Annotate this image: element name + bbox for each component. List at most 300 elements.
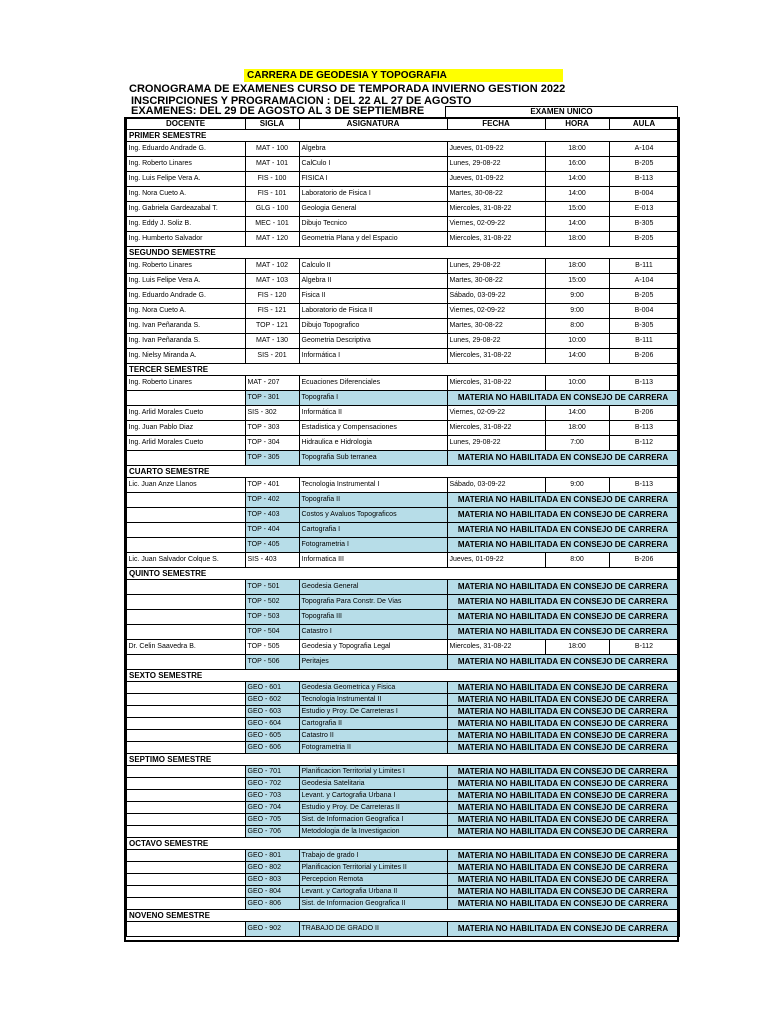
- semester-label: CUARTO SEMESTRE: [126, 466, 679, 478]
- table-row: [126, 766, 679, 778]
- table-row: [126, 217, 679, 232]
- table-row: [126, 610, 679, 625]
- sigla-cell: SIS - 302: [245, 406, 299, 421]
- sigla-cell: MAT - 102: [245, 259, 299, 274]
- not-enabled-notice: MATERIA NO HABILITADA EN CONSEJO DE CARRERA: [447, 730, 679, 742]
- table-row: [126, 580, 679, 595]
- sigla-cell: GEO - 701: [245, 766, 299, 778]
- table-row: [126, 391, 679, 406]
- asignatura-cell: Peritajes: [299, 655, 447, 670]
- table-row: [126, 850, 679, 862]
- asignatura-cell: Fisica II: [299, 289, 447, 304]
- aula-cell: B-111: [609, 259, 679, 274]
- asignatura-cell: Fotogrametria II: [299, 742, 447, 754]
- sigla-cell: SIS - 201: [245, 349, 299, 364]
- sigla-cell: GEO - 702: [245, 778, 299, 790]
- docente-cell: [126, 655, 245, 670]
- asignatura-cell: Trabajo de grado I: [299, 850, 447, 862]
- docente-cell: Ing. Roberto Linares: [126, 259, 245, 274]
- docente-cell: [126, 706, 245, 718]
- table-row: [126, 886, 679, 898]
- asignatura-cell: Metodologia de la Investigacion: [299, 826, 447, 838]
- not-enabled-notice: MATERIA NO HABILITADA EN CONSEJO DE CARRERA: [447, 826, 679, 838]
- semester-header: [126, 910, 679, 922]
- sigla-cell: TOP - 405: [245, 538, 299, 553]
- aula-cell: B-113: [609, 172, 679, 187]
- sigla-cell: TOP - 121: [245, 319, 299, 334]
- aula-cell: B-205: [609, 289, 679, 304]
- asignatura-cell: Dibujo Tecnico: [299, 217, 447, 232]
- sigla-cell: GEO - 705: [245, 814, 299, 826]
- asignatura-cell: Estudio y Proy. De Carreteras II: [299, 802, 447, 814]
- not-enabled-notice: MATERIA NO HABILITADA EN CONSEJO DE CARRERA: [447, 538, 679, 553]
- sigla-cell: FIS - 101: [245, 187, 299, 202]
- docente-cell: [126, 742, 245, 754]
- exam-unico-header: EXAMEN UNICO: [445, 106, 678, 117]
- asignatura-cell: Cartografia I: [299, 523, 447, 538]
- sigla-cell: TOP - 505: [245, 640, 299, 655]
- fecha-cell: Lunes, 29-08-22: [447, 436, 545, 451]
- table-row: [126, 259, 679, 274]
- fecha-cell: Sábado, 03-09-22: [447, 289, 545, 304]
- table-row: [126, 202, 679, 217]
- docente-cell: [126, 694, 245, 706]
- semester-label: SEGUNDO SEMESTRE: [126, 247, 679, 259]
- docente-cell: Ing. Arlid Morales Cueto: [126, 406, 245, 421]
- docente-cell: [126, 814, 245, 826]
- table-row: [126, 478, 679, 493]
- fecha-cell: Miercoles, 31-08-22: [447, 376, 545, 391]
- sigla-cell: GEO - 602: [245, 694, 299, 706]
- asignatura-cell: Algebra II: [299, 274, 447, 289]
- not-enabled-notice: MATERIA NO HABILITADA EN CONSEJO DE CARRERA: [447, 742, 679, 754]
- semester-label: NOVENO SEMESTRE: [126, 910, 679, 922]
- docente-cell: [126, 922, 245, 937]
- aula-cell: B-112: [609, 436, 679, 451]
- sigla-cell: MAT - 103: [245, 274, 299, 289]
- not-enabled-notice: MATERIA NO HABILITADA EN CONSEJO DE CARRERA: [447, 451, 679, 466]
- aula-cell: B-305: [609, 217, 679, 232]
- table-row: [126, 874, 679, 886]
- semester-label: SEXTO SEMESTRE: [126, 670, 679, 682]
- asignatura-cell: Fotogrametria I: [299, 538, 447, 553]
- table-row: [126, 922, 679, 937]
- table-row: [126, 898, 679, 910]
- not-enabled-notice: MATERIA NO HABILITADA EN CONSEJO DE CARRERA: [447, 523, 679, 538]
- table-row: [126, 319, 679, 334]
- hora-cell: 14:00: [545, 349, 609, 364]
- asignatura-cell: Catastro I: [299, 625, 447, 640]
- table-row: [126, 640, 679, 655]
- docente-cell: [126, 625, 245, 640]
- sigla-cell: GEO - 802: [245, 862, 299, 874]
- asignatura-cell: Laboratorio de Fisica II: [299, 304, 447, 319]
- table-row: [126, 802, 679, 814]
- hora-cell: 10:00: [545, 376, 609, 391]
- aula-cell: B-113: [609, 478, 679, 493]
- not-enabled-notice: MATERIA NO HABILITADA EN CONSEJO DE CARRERA: [447, 862, 679, 874]
- hora-cell: 18:00: [545, 259, 609, 274]
- asignatura-cell: Percepcion Remota: [299, 874, 447, 886]
- docente-cell: [126, 508, 245, 523]
- hora-cell: 18:00: [545, 232, 609, 247]
- sigla-cell: GEO - 601: [245, 682, 299, 694]
- hora-cell: 18:00: [545, 142, 609, 157]
- asignatura-cell: Topografia Sub terranea: [299, 451, 447, 466]
- sigla-cell: MAT - 120: [245, 232, 299, 247]
- asignatura-cell: Costos y Avaluos Topograficos: [299, 508, 447, 523]
- fecha-cell: Miercoles, 31-08-22: [447, 640, 545, 655]
- sigla-cell: TOP - 503: [245, 610, 299, 625]
- sigla-cell: TOP - 404: [245, 523, 299, 538]
- semester-label: OCTAVO SEMESTRE: [126, 838, 679, 850]
- fecha-cell: Miercoles, 31-08-22: [447, 232, 545, 247]
- asignatura-cell: Cartografia II: [299, 718, 447, 730]
- fecha-cell: Lunes, 29-08-22: [447, 334, 545, 349]
- not-enabled-notice: MATERIA NO HABILITADA EN CONSEJO DE CARRERA: [447, 625, 679, 640]
- sigla-cell: GLG - 100: [245, 202, 299, 217]
- schedule-title: CRONOGRAMA DE EXAMENES CURSO DE TEMPORADA INVIERNO GESTION 2022: [129, 83, 566, 95]
- table-row: [126, 778, 679, 790]
- table-row: [126, 862, 679, 874]
- sigla-cell: TOP - 402: [245, 493, 299, 508]
- not-enabled-notice: MATERIA NO HABILITADA EN CONSEJO DE CARRERA: [447, 790, 679, 802]
- asignatura-cell: Estadistica y Compensaciones: [299, 421, 447, 436]
- docente-cell: [126, 595, 245, 610]
- asignatura-cell: Geodesia Satelitaria: [299, 778, 447, 790]
- docente-cell: Ing. Roberto Linares: [126, 157, 245, 172]
- asignatura-cell: Planificacion Territorial y Limites I: [299, 766, 447, 778]
- docente-cell: [126, 610, 245, 625]
- table-row: [126, 694, 679, 706]
- hora-cell: 14:00: [545, 172, 609, 187]
- asignatura-cell: Geodesia General: [299, 580, 447, 595]
- asignatura-cell: Catastro II: [299, 730, 447, 742]
- sigla-cell: TOP - 506: [245, 655, 299, 670]
- semester-label: SEPTIMO SEMESTRE: [126, 754, 679, 766]
- hora-cell: 14:00: [545, 187, 609, 202]
- fecha-cell: Viernes, 02-09-22: [447, 406, 545, 421]
- not-enabled-notice: MATERIA NO HABILITADA EN CONSEJO DE CARRERA: [447, 766, 679, 778]
- semester-label: TERCER SEMESTRE: [126, 364, 679, 376]
- sigla-cell: MEC - 101: [245, 217, 299, 232]
- table-row: [126, 814, 679, 826]
- asignatura-cell: Calculo II: [299, 259, 447, 274]
- fecha-cell: Miercoles, 31-08-22: [447, 202, 545, 217]
- aula-cell: B-205: [609, 157, 679, 172]
- docente-cell: [126, 580, 245, 595]
- not-enabled-notice: MATERIA NO HABILITADA EN CONSEJO DE CARRERA: [447, 508, 679, 523]
- table-row: [126, 172, 679, 187]
- hora-cell: 14:00: [545, 217, 609, 232]
- table-row: [126, 538, 679, 553]
- docente-cell: Ing. Arlid Morales Cueto: [126, 436, 245, 451]
- hora-cell: 16:00: [545, 157, 609, 172]
- col-aula: AULA: [609, 118, 679, 130]
- sigla-cell: GEO - 603: [245, 706, 299, 718]
- asignatura-cell: Informatica III: [299, 553, 447, 568]
- sigla-cell: TOP - 401: [245, 478, 299, 493]
- sigla-cell: GEO - 604: [245, 718, 299, 730]
- table-row: [126, 142, 679, 157]
- table-row: [126, 682, 679, 694]
- sigla-cell: GEO - 803: [245, 874, 299, 886]
- semester-header: [126, 130, 679, 142]
- not-enabled-notice: MATERIA NO HABILITADA EN CONSEJO DE CARRERA: [447, 682, 679, 694]
- sigla-cell: TOP - 301: [245, 391, 299, 406]
- docente-cell: Ing. Nora Cueto A.: [126, 187, 245, 202]
- docente-cell: [126, 850, 245, 862]
- sigla-cell: SIS - 403: [245, 553, 299, 568]
- docente-cell: [126, 874, 245, 886]
- docente-cell: [126, 391, 245, 406]
- aula-cell: B-205: [609, 232, 679, 247]
- sigla-cell: GEO - 706: [245, 826, 299, 838]
- not-enabled-notice: MATERIA NO HABILITADA EN CONSEJO DE CARRERA: [447, 391, 679, 406]
- hora-cell: 18:00: [545, 640, 609, 655]
- docente-cell: Ing. Luis Felipe Vera A.: [126, 274, 245, 289]
- sigla-cell: GEO - 804: [245, 886, 299, 898]
- col-hora: HORA: [545, 118, 609, 130]
- table-row: [126, 421, 679, 436]
- semester-header: [126, 838, 679, 850]
- col-asignatura: ASIGNATURA: [299, 118, 447, 130]
- asignatura-cell: Informática I: [299, 349, 447, 364]
- table-row: [126, 655, 679, 670]
- table-row: [126, 451, 679, 466]
- aula-cell: A-104: [609, 142, 679, 157]
- fecha-cell: Jueves, 01-09-22: [447, 142, 545, 157]
- docente-cell: [126, 538, 245, 553]
- docente-cell: Ing. Eddy J. Soliz B.: [126, 217, 245, 232]
- asignatura-cell: Hidraulica e Hidrologia: [299, 436, 447, 451]
- table-row: [126, 826, 679, 838]
- docente-cell: [126, 886, 245, 898]
- table-row: [126, 718, 679, 730]
- aula-cell: B-206: [609, 553, 679, 568]
- semester-header: [126, 670, 679, 682]
- asignatura-cell: Topografia I: [299, 391, 447, 406]
- table-body: [126, 130, 679, 937]
- docente-cell: Ing. Humberto Salvador: [126, 232, 245, 247]
- hora-cell: 15:00: [545, 274, 609, 289]
- career-title: CARRERA DE GEODESIA Y TOPOGRAFIA: [244, 69, 563, 82]
- sigla-cell: GEO - 703: [245, 790, 299, 802]
- asignatura-cell: Dibujo Topografico: [299, 319, 447, 334]
- table-row: [126, 406, 679, 421]
- table-row: [126, 706, 679, 718]
- aula-cell: B-206: [609, 349, 679, 364]
- docente-cell: [126, 802, 245, 814]
- fecha-cell: Miercoles, 31-08-22: [447, 349, 545, 364]
- hora-cell: 9:00: [545, 289, 609, 304]
- sigla-cell: GEO - 806: [245, 898, 299, 910]
- not-enabled-notice: MATERIA NO HABILITADA EN CONSEJO DE CARRERA: [447, 850, 679, 862]
- semester-header: [126, 247, 679, 259]
- sigla-cell: MAT - 101: [245, 157, 299, 172]
- asignatura-cell: Estudio y Proy. De Carreteras I: [299, 706, 447, 718]
- sigla-cell: TOP - 501: [245, 580, 299, 595]
- fecha-cell: Jueves, 01-09-22: [447, 553, 545, 568]
- fecha-cell: Martes, 30-08-22: [447, 187, 545, 202]
- aula-cell: B-004: [609, 187, 679, 202]
- hora-cell: 10:00: [545, 334, 609, 349]
- docente-cell: [126, 778, 245, 790]
- asignatura-cell: Planificacion Territorial y Limites II: [299, 862, 447, 874]
- not-enabled-notice: MATERIA NO HABILITADA EN CONSEJO DE CARRERA: [447, 595, 679, 610]
- sigla-cell: TOP - 305: [245, 451, 299, 466]
- aula-cell: A-104: [609, 274, 679, 289]
- docente-cell: Ing. Nora Cueto A.: [126, 304, 245, 319]
- asignatura-cell: Laboratorio de Fisica I: [299, 187, 447, 202]
- semester-header: [126, 466, 679, 478]
- table-row: [126, 493, 679, 508]
- registration-period: INSCRIPCIONES Y PROGRAMACION : DEL 22 AL 27 DE AGOSTO: [131, 95, 472, 107]
- table-row: [126, 187, 679, 202]
- table-row: [126, 625, 679, 640]
- not-enabled-notice: MATERIA NO HABILITADA EN CONSEJO DE CARRERA: [447, 922, 679, 937]
- not-enabled-notice: MATERIA NO HABILITADA EN CONSEJO DE CARRERA: [447, 778, 679, 790]
- hora-cell: 9:00: [545, 478, 609, 493]
- aula-cell: B-206: [609, 406, 679, 421]
- asignatura-cell: Sist. de Informacion Geografica II: [299, 898, 447, 910]
- aula-cell: B-004: [609, 304, 679, 319]
- col-docente: DOCENTE: [126, 118, 245, 130]
- sigla-cell: GEO - 801: [245, 850, 299, 862]
- aula-cell: B-305: [609, 319, 679, 334]
- semester-label: PRIMER SEMESTRE: [126, 130, 679, 142]
- aula-cell: B-113: [609, 421, 679, 436]
- asignatura-cell: Topografia II: [299, 493, 447, 508]
- docente-cell: Ing. Ivan Peñaranda S.: [126, 334, 245, 349]
- fecha-cell: Sábado, 03-09-22: [447, 478, 545, 493]
- fecha-cell: Viernes, 02-09-22: [447, 217, 545, 232]
- table-row: [126, 508, 679, 523]
- table-row: [126, 730, 679, 742]
- hora-cell: 9:00: [545, 304, 609, 319]
- fecha-cell: Jueves, 01-09-22: [447, 172, 545, 187]
- fecha-cell: Miercoles, 31-08-22: [447, 421, 545, 436]
- asignatura-cell: Geodesia Geometrica y Fisica: [299, 682, 447, 694]
- table-row: [126, 349, 679, 364]
- table-row: [126, 553, 679, 568]
- table-row: [126, 742, 679, 754]
- fecha-cell: Martes, 30-08-22: [447, 274, 545, 289]
- fecha-cell: Viernes, 02-09-22: [447, 304, 545, 319]
- sigla-cell: MAT - 100: [245, 142, 299, 157]
- table-row: [126, 157, 679, 172]
- not-enabled-notice: MATERIA NO HABILITADA EN CONSEJO DE CARRERA: [447, 886, 679, 898]
- not-enabled-notice: MATERIA NO HABILITADA EN CONSEJO DE CARRERA: [447, 814, 679, 826]
- table-row: [126, 274, 679, 289]
- sigla-cell: MAT - 207: [245, 376, 299, 391]
- table-row: [126, 595, 679, 610]
- fecha-cell: Lunes, 29-08-22: [447, 259, 545, 274]
- docente-cell: [126, 682, 245, 694]
- asignatura-cell: Geologia General: [299, 202, 447, 217]
- sigla-cell: GEO - 704: [245, 802, 299, 814]
- table-row: [126, 232, 679, 247]
- asignatura-cell: Geometria Plana y del Espacio: [299, 232, 447, 247]
- docente-cell: [126, 493, 245, 508]
- asignatura-cell: Topografia III: [299, 610, 447, 625]
- sigla-cell: MAT - 130: [245, 334, 299, 349]
- not-enabled-notice: MATERIA NO HABILITADA EN CONSEJO DE CARRERA: [447, 874, 679, 886]
- semester-header: [126, 754, 679, 766]
- aula-cell: B-113: [609, 376, 679, 391]
- asignatura-cell: Levant. y Cartografia Urbana I: [299, 790, 447, 802]
- docente-cell: [126, 862, 245, 874]
- docente-cell: [126, 523, 245, 538]
- aula-cell: B-111: [609, 334, 679, 349]
- asignatura-cell: Levant. y Cartografia Urbana II: [299, 886, 447, 898]
- aula-cell: B-112: [609, 640, 679, 655]
- asignatura-cell: Informática II: [299, 406, 447, 421]
- semester-label: QUINTO SEMESTRE: [126, 568, 679, 580]
- hora-cell: 14:00: [545, 406, 609, 421]
- sigla-cell: TOP - 304: [245, 436, 299, 451]
- docente-cell: Ing. Ivan Peñaranda S.: [126, 319, 245, 334]
- docente-cell: Lic. Juan Salvador Colque S.: [126, 553, 245, 568]
- docente-cell: Ing. Gabriela Gardeazabal T.: [126, 202, 245, 217]
- hora-cell: 7:00: [545, 436, 609, 451]
- not-enabled-notice: MATERIA NO HABILITADA EN CONSEJO DE CARRERA: [447, 655, 679, 670]
- table-row: [126, 304, 679, 319]
- asignatura-cell: TRABAJO DE GRADO II: [299, 922, 447, 937]
- sigla-cell: TOP - 502: [245, 595, 299, 610]
- asignatura-cell: Geometria Descriptiva: [299, 334, 447, 349]
- docente-cell: Ing. Eduardo Andrade G.: [126, 289, 245, 304]
- not-enabled-notice: MATERIA NO HABILITADA EN CONSEJO DE CARRERA: [447, 898, 679, 910]
- asignatura-cell: CalCulo I: [299, 157, 447, 172]
- col-sigla: SIGLA: [245, 118, 299, 130]
- sigla-cell: TOP - 504: [245, 625, 299, 640]
- sigla-cell: GEO - 902: [245, 922, 299, 937]
- fecha-cell: Martes, 30-08-22: [447, 319, 545, 334]
- docente-cell: Ing. Juan Pablo Diaz: [126, 421, 245, 436]
- sigla-cell: FIS - 120: [245, 289, 299, 304]
- asignatura-cell: Sist. de Informacion Geografica I: [299, 814, 447, 826]
- asignatura-cell: Ecuaciones Diferenciales: [299, 376, 447, 391]
- sigla-cell: GEO - 605: [245, 730, 299, 742]
- table-header-row: [126, 118, 679, 130]
- docente-cell: [126, 826, 245, 838]
- asignatura-cell: Algebra: [299, 142, 447, 157]
- hora-cell: 8:00: [545, 319, 609, 334]
- col-fecha: FECHA: [447, 118, 545, 130]
- docente-cell: Lic. Juan Anze Llanos: [126, 478, 245, 493]
- not-enabled-notice: MATERIA NO HABILITADA EN CONSEJO DE CARRERA: [447, 580, 679, 595]
- semester-header: [126, 568, 679, 580]
- not-enabled-notice: MATERIA NO HABILITADA EN CONSEJO DE CARRERA: [447, 706, 679, 718]
- docente-cell: Ing. Roberto Linares: [126, 376, 245, 391]
- exam-schedule-table: [125, 117, 680, 937]
- semester-header: [126, 364, 679, 376]
- docente-cell: [126, 451, 245, 466]
- docente-cell: Ing. Eduardo Andrade G.: [126, 142, 245, 157]
- asignatura-cell: Tecnologia Instrumental II: [299, 694, 447, 706]
- hora-cell: 15:00: [545, 202, 609, 217]
- docente-cell: [126, 766, 245, 778]
- not-enabled-notice: MATERIA NO HABILITADA EN CONSEJO DE CARRERA: [447, 802, 679, 814]
- docente-cell: Dr. Celin Saavedra B.: [126, 640, 245, 655]
- asignatura-cell: Tecnologia Instrumental I: [299, 478, 447, 493]
- table-row: [126, 289, 679, 304]
- sigla-cell: FIS - 121: [245, 304, 299, 319]
- hora-cell: 8:00: [545, 553, 609, 568]
- aula-cell: E-013: [609, 202, 679, 217]
- not-enabled-notice: MATERIA NO HABILITADA EN CONSEJO DE CARRERA: [447, 610, 679, 625]
